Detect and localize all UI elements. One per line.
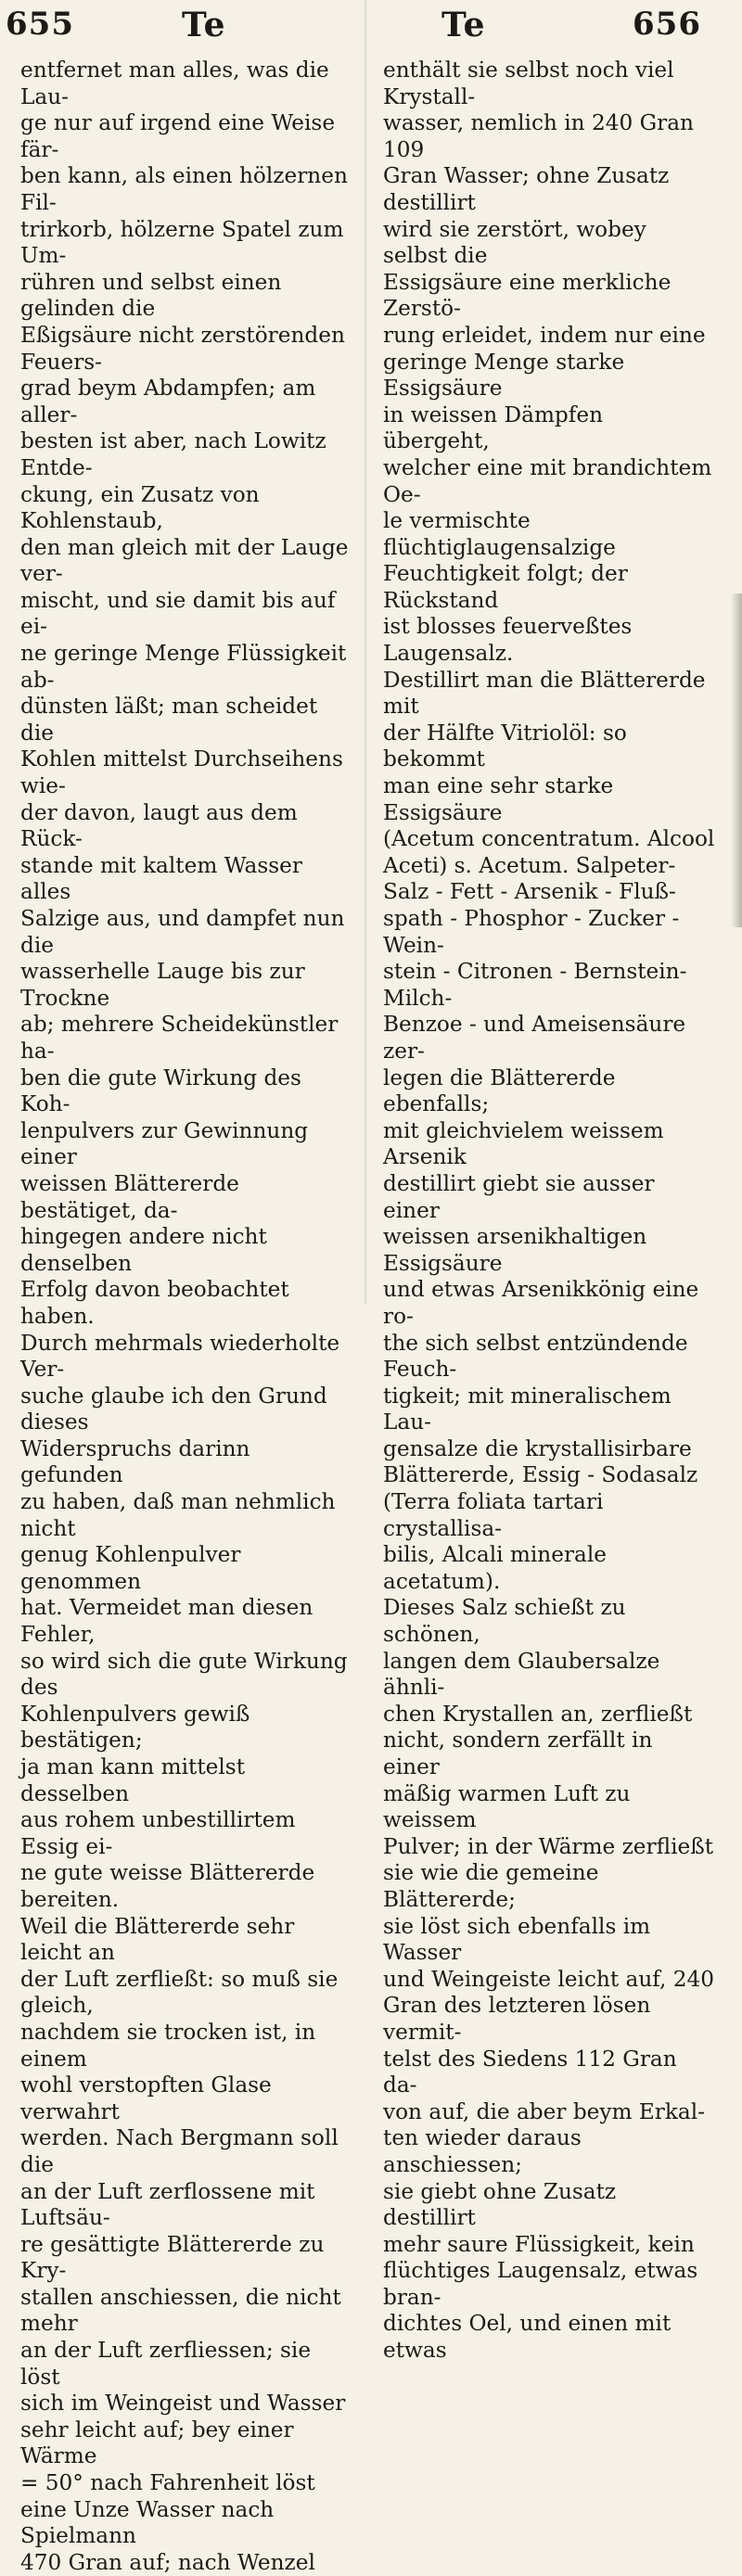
catchword-right: Te [441, 6, 486, 45]
center-gutter [364, 0, 367, 1304]
running-header [0, 0, 742, 46]
right-text-column [383, 57, 715, 2365]
page-edge-shadow [731, 593, 742, 927]
page-number-right: 656 [633, 6, 701, 43]
right-column-text: enthält sie selbst noch viel Krystall- wasser, nemlich in 240 Gran 109 Gran Wasser; ohne Zusatz destillirt wird sie zerstört, wobey selbst die Essigsäure eine merkliche Zerstö- rung erleidet, indem nur eine geringe Menge starke Essigsäure in weissen Dämpfen übergeht, welcher eine mit brandichtem Oe- le vermischte flüchtiglaugensalzige Feuchtigkeit folgt; der Rückstand ist blosses feuerveßtes Laugensalz. Destillirt man die Blättererde mit der Hälfte Vitriolöl: so bekommt man eine sehr starke Essigsäure (Acetum concentratum. Alcool Aceti) s. Acetum. Salpeter- Salz - Fett - Arsenik - Fluß- spath - Phosphor - Zucker - Wein- stein - Citronen - Bernstein-Milch- Benzoe - und Ameisensäure zer- legen die Blättererde ebenfalls; mit gleichvielem weissem Arsenik destillirt giebt sie ausser einer weissen arsenikhaltigen Essigsäure und etwas Arsenikkönig eine ro- the sich selbst entzündende Feuch- tigkeit; mit mineralischem Lau- gensalze die krystallisirbare Blättererde, Essig - Sodasalz (Terra foliata tartari crystallisa- bilis, Alcali minerale acetatum). Dieses Salz schießt zu schönen, langen dem Glaubersalze ähnli- chen Krystallen an, zerfließt nicht, sondern zerfällt in einer mäßig warmen Luft zu weissem Pulver; in der Wärme zerfließt sie wie die gemeine Blättererde; sie löst sich ebenfalls im Wasser und Weingeiste leicht auf, 240 Gran des letzteren lösen vermit- telst des Siedens 112 Gran da- von auf, die aber beym Erkal- ten wieder daraus anschiessen; sie giebt ohne Zusatz destillirt mehr saure Flüssigkeit, kein flüchtiges Laugensalz, etwas bran- dichtes Oel, und einen mit etwas [383, 57, 715, 2364]
page-number-left: 655 [6, 6, 74, 43]
left-text-column [20, 57, 351, 2576]
catchword-left: Te [182, 6, 226, 45]
left-column-text: entfernet man alles, was die Lau- ge nur auf irgend eine Weise fär- ben kann, als einen hölzernen Fil- trirkorb, hölzerne Spatel zum Um- rühren und selbst einen gelinden die Eßigsäure nicht zerstörenden Feuers- grad beym Abdampfen; am aller- besten ist aber, nach Lowitz Entde- ckung, ein Zusatz von Kohlenstaub, den man gleich mit der Lauge ver- mischt, und sie damit bis auf ei- ne geringe Menge Flüssigkeit ab- dünsten läßt; man scheidet die Kohlen mittelst Durchseihens wie- der davon, laugt aus dem Rück- stande mit kaltem Wasser alles Salzige aus, und dampfet nun die wasserhelle Lauge bis zur Trockne ab; mehrere Scheidekünstler ha- ben die gute Wirkung des Koh- lenpulvers zur Gewinnung einer weissen Blättererde bestätiget, da- hingegen andere nicht denselben Erfolg davon beobachtet haben. Durch mehrmals wiederholte Ver- suche glaube ich den Grund dieses Widerspruchs darinn gefunden zu haben, daß man nehmlich nicht genug Kohlenpulver genommen hat. Vermeidet man diesen Fehler, so wird sich die gute Wirkung des Kohlenpulvers gewiß bestätigen; ja man kann mittelst desselben aus rohem unbestillirtem Essig ei- ne gute weisse Blättererde bereiten. Weil die Blättererde sehr leicht an der Luft zerfließt: so muß sie gleich, nachdem sie trocken ist, in einem wohl verstopften Glase verwahrt werden. Nach Bergmann soll die an der Luft zerflossene mit Luftsäu- re gesättigte Blättererde zu Kry- stallen anschiessen, die nicht mehr an der Luft zerfliessen; sie löst sich im Weingeist und Wasser sehr leicht auf; bey einer Wärme = 50° nach Fahrenheit löst eine Unze Wasser nach Spielmann 470 Gran auf; nach Wenzel [20, 57, 349, 2575]
